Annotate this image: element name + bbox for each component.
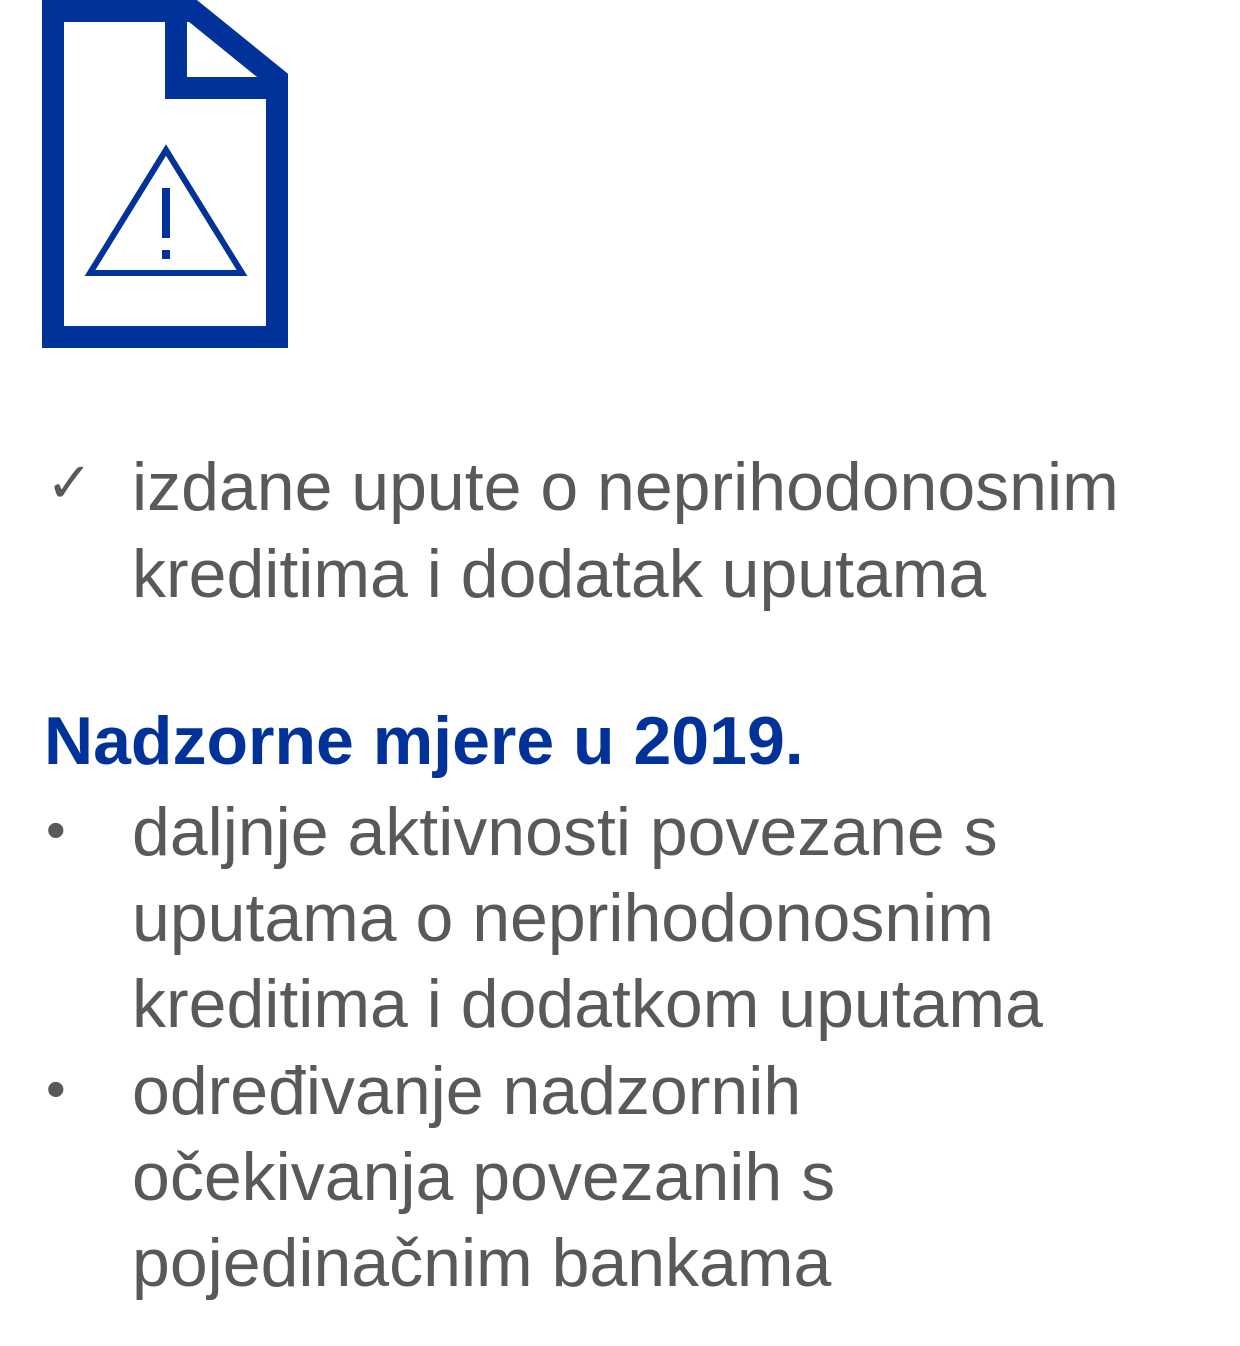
section-heading: Nadzorne mjere u 2019.	[44, 703, 804, 779]
bullet-item-1-line-3: kreditima i dodatkom uputama	[132, 966, 1043, 1042]
bullet-item-1-line-1: daljnje aktivnosti povezane s	[132, 794, 998, 870]
document-warning-icon	[40, 0, 292, 350]
bullet-item-1-line-2: uputama o neprihodonosnim	[132, 880, 994, 956]
bullet-icon: •	[46, 798, 66, 861]
checkmark-icon: ✓	[46, 451, 93, 514]
checklist-item-line-1: izdane upute o neprihodonosnim	[132, 449, 1119, 525]
bullet-item-2-line-3: pojedinačnim bankama	[132, 1225, 832, 1301]
bullet-item-2-line-2: očekivanja povezanih s	[132, 1139, 836, 1215]
bullet-icon: •	[46, 1057, 66, 1120]
bullet-item-2-line-1: određivanje nadzornih	[132, 1053, 802, 1129]
checklist-item-line-2: kreditima i dodatak uputama	[132, 536, 987, 612]
